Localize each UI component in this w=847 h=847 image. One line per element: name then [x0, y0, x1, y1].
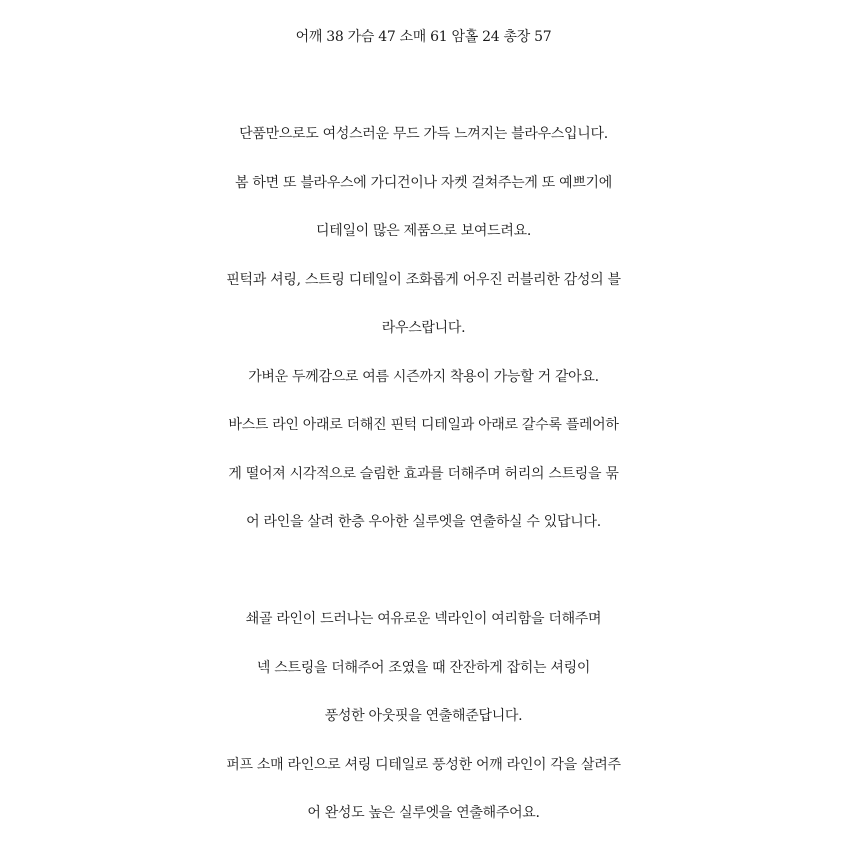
text-line: 라우스랍니다. — [381, 320, 466, 336]
text-line: 쇄골 라인이 드러나는 여유로운 넥라인이 여리함을 더해주며 — [245, 611, 602, 627]
description-paragraph-2 — [0, 595, 847, 838]
text-line: 풍성한 아웃핏을 연출해준답니다. — [324, 708, 523, 724]
text-line: 바스트 라인 아래로 더해진 핀턱 디테일과 아래로 갈수록 플레어하 — [228, 417, 619, 433]
text-line: 봄 하면 또 블라우스에 가디건이나 자켓 걸쳐주는게 또 예쁘기에 — [234, 174, 613, 191]
description-paragraph-1 — [0, 110, 847, 547]
spacer — [0, 547, 847, 596]
measurements-line: 어깨 38 가슴 47 소매 61 암홀 24 총장 57 — [295, 29, 552, 45]
text-line: 어 라인을 살려 한층 우아한 실루엣을 연출하실 수 있답니다. — [246, 514, 601, 530]
text-line: 넥 스트링을 더해주어 조였을 때 잔잔하게 잡히는 셔링이 — [256, 659, 591, 676]
text-line: 핀턱과 셔링, 스트링 디테일이 조화롭게 어우진 러블리한 감성의 블 — [226, 271, 621, 288]
text-line: 퍼프 소매 라인으로 셔링 디테일로 풍성한 어깨 라인이 각을 살려주 — [226, 756, 621, 773]
text-line: 단품만으로도 여성스러운 무드 가득 느껴지는 블라우스입니다. — [239, 126, 608, 142]
text-line: 어 완성도 높은 실루엣을 연출해주어요. — [307, 805, 540, 821]
spacer — [0, 62, 847, 111]
text-line: 디테일이 많은 제품으로 보여드려요. — [316, 223, 531, 239]
text-line: 가벼운 두께감으로 여름 시즌까지 착용이 가능할 거 같아요. — [248, 368, 599, 385]
text-line: 게 떨어져 시각적으로 슬림한 효과를 더해주며 허리의 스트링을 묶 — [228, 465, 619, 482]
